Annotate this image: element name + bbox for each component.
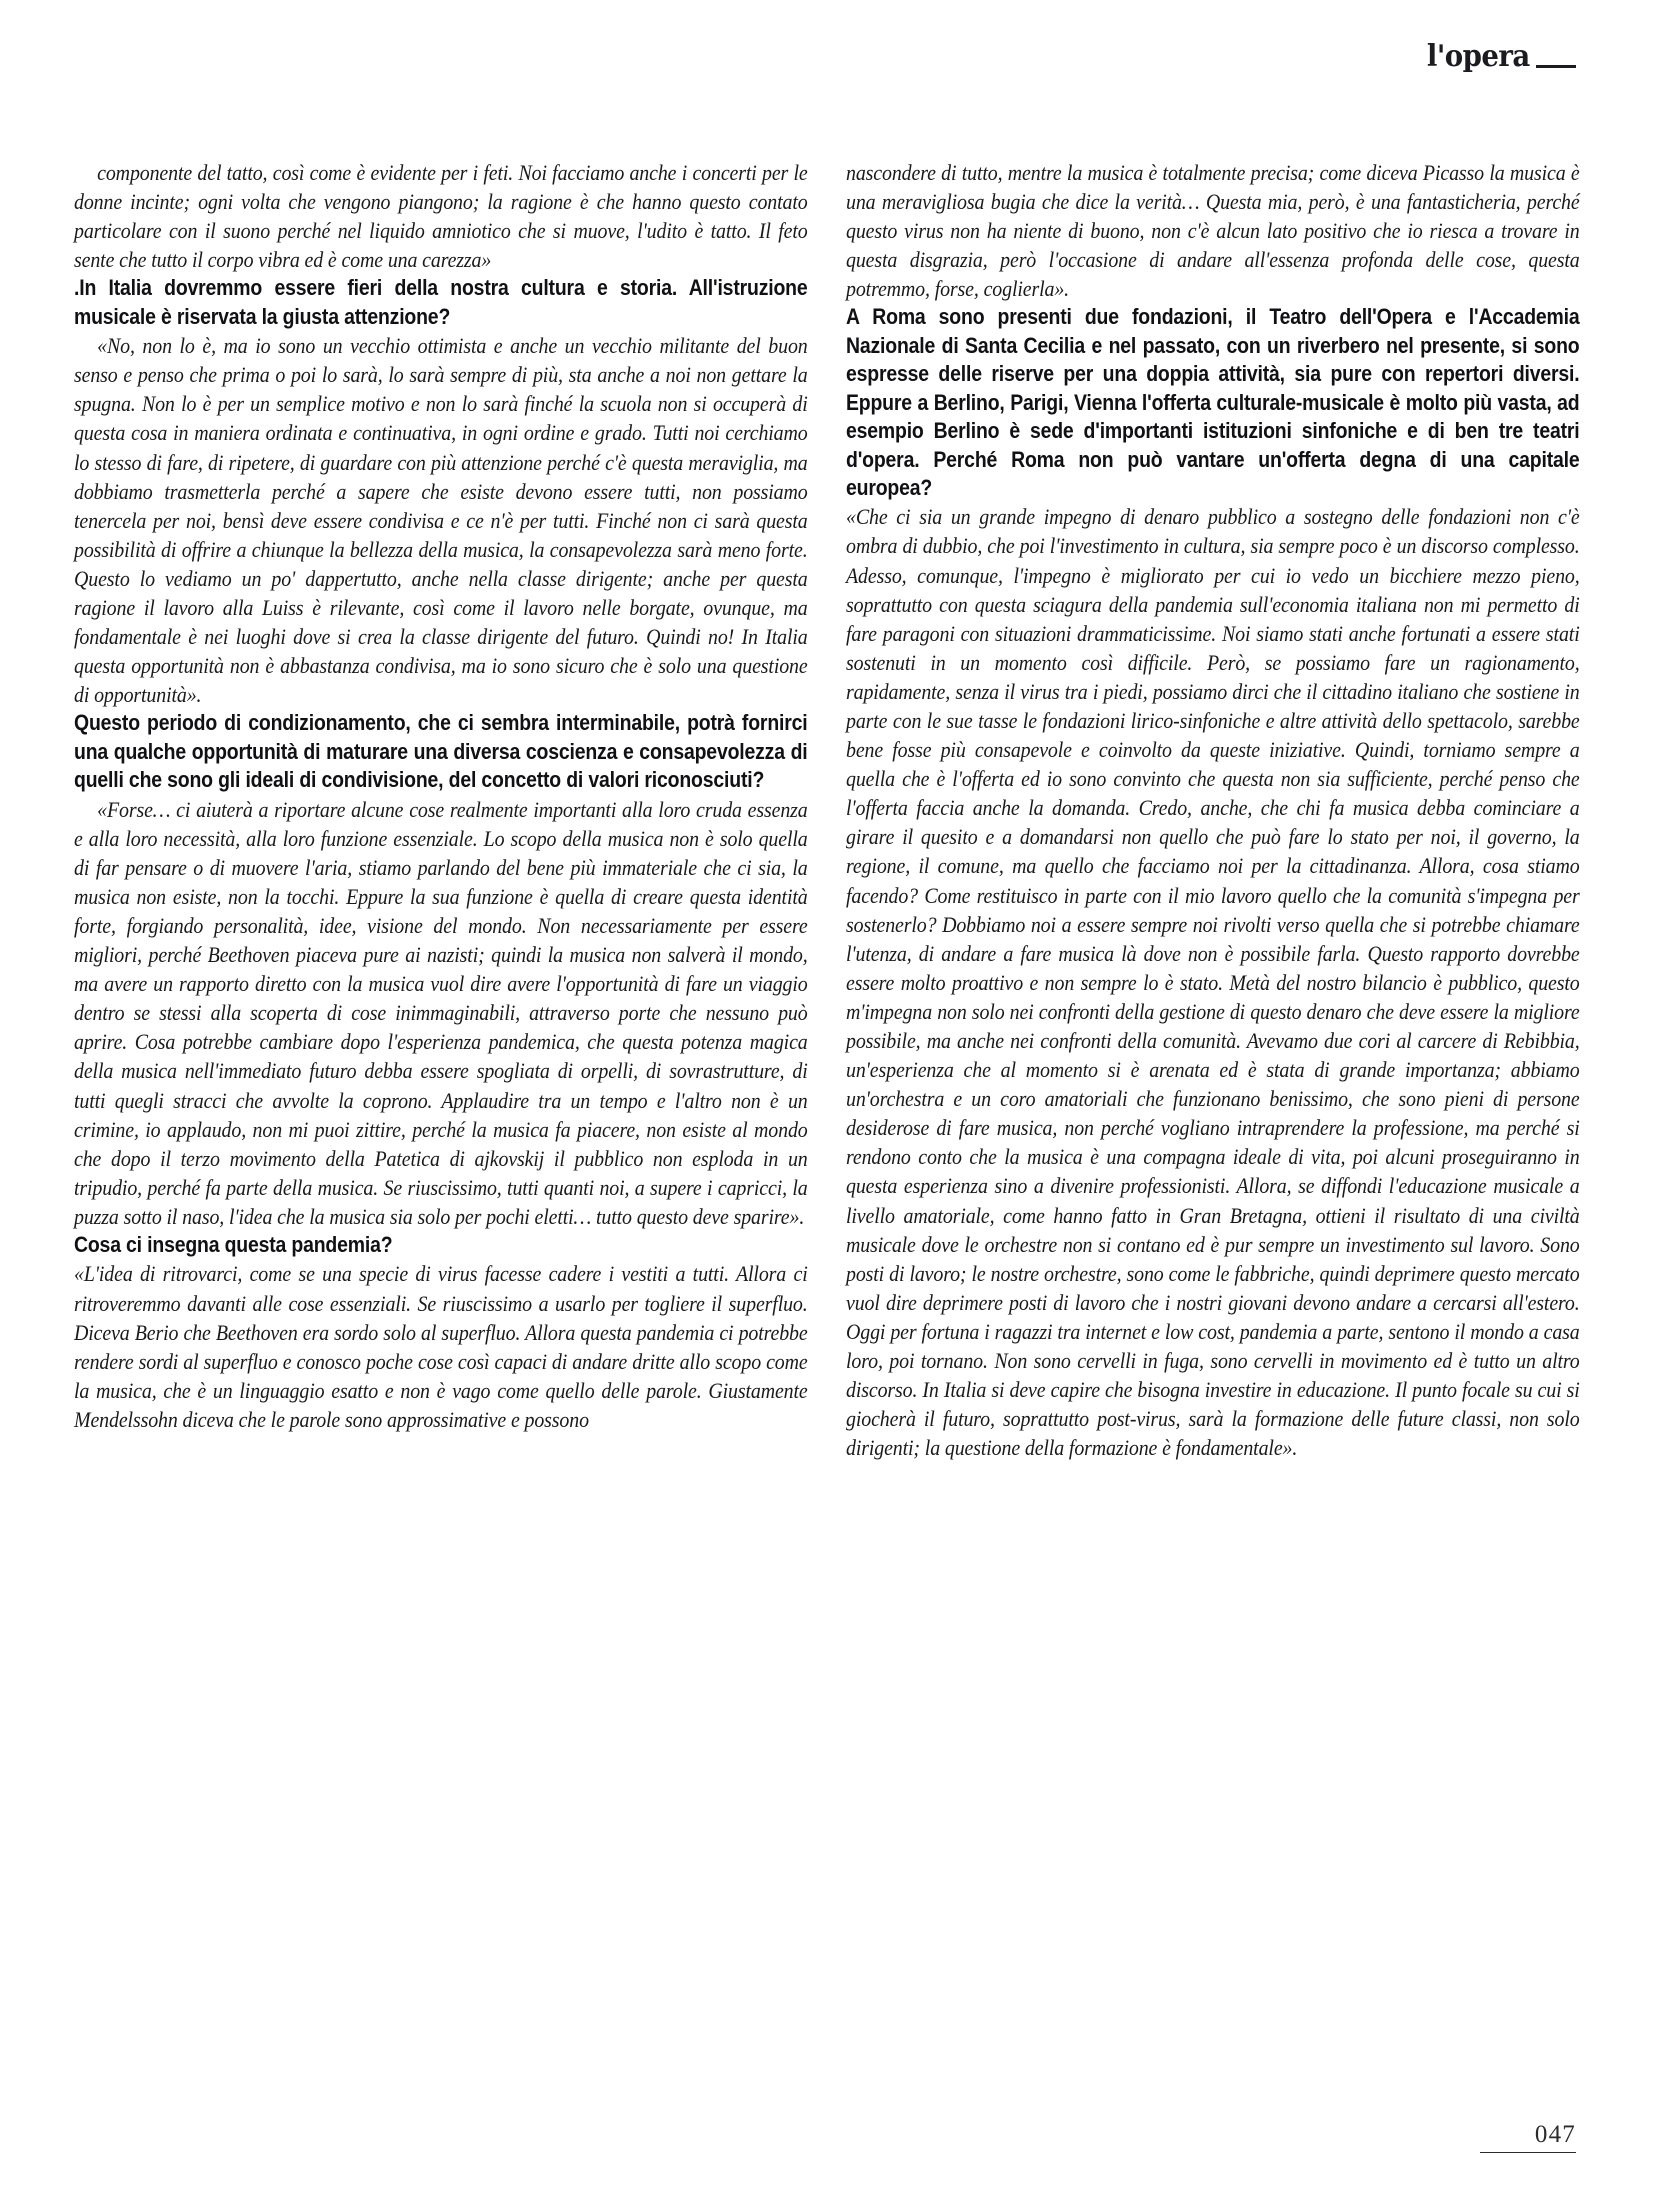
interview-question: Cosa ci insegna questa pandemia? [74, 1232, 393, 1258]
answer-paragraph: «Forse… ci aiuterà a riportare alcune cose realmente importanti alla loro cruda essenza e alla loro necessità, alla loro funzione essenziale. Lo scopo della musica non è solo quella di far pensare o di muovere l'aria, stiamo parlando del bene più immateriale che ci sia, la musica non esiste, non la tocchi. Eppure la sua funzione è quella di creare questa identità forte, forgiando personalità, idee, visione del mondo. Non necessariamente per essere migliori, perché Beethoven piaceva pure ai nazisti; quindi la musica non salverà il mondo, ma avere un rapporto diretto con la musica vuol dire avere l'opportunità di fare un viaggio dentro se stessi alla scoperta di cose inimmaginabili, attraverso porte che nessuno può aprire. Cosa potrebbe cambiare dopo l'esperienza pandemica, che questa potenza magica della musica nell'immediato futuro debba essere spogliata di orpelli, di sovrastrutture, di tutti quegli stracci che avvolte la coprono. Applaudire tra un tempo e l'altro non è un crimine, io applaudo, non mi puoi zittire, perché la musica fa piacere, non esiste al mondo che dopo il terzo movimento della Patetica di ajkovskij il pubblico non esploda in un tripudio, perché fa parte della musica. Se riuscissimo, tutti quanti noi, a supere i capricci, la puzza sotto il naso, l'idea che la musica sia solo per pochi eletti… tutto questo deve sparire». [74, 796, 808, 1229]
masthead-rule-decoration [1536, 65, 1576, 68]
folio [1480, 2122, 1576, 2153]
folio-rule-decoration [1480, 2152, 1576, 2153]
answer-paragraph: «Che ci sia un grande impegno di denaro pubblico a sostegno delle fondazioni non c'è ombra di dubbio, che poi l'investimento in cultura, sia sempre poco è un discorso complesso. Adesso, comunque, l'impegno è migliorato per cui io vedo un bicchiere mezzo pieno, soprattutto con questa sciagura della pandemia sull'economia italiana non mi permetto di fare paragoni con situazioni drammaticissime. Noi siamo stati anche fortunati a essere stati sostenuti in un momento così difficile. Però, se possiamo fare un ragionamento, rapidamente, senza il virus tra i piedi, possiamo dirci che il cittadino italiano che sostiene in parte con le sue tasse le fondazioni lirico-sinfoniche e altre attività dello spettacolo, sarebbe bene fosse più consapevole e coinvolto da queste iniziative. Quindi, torniamo sempre a quella che è l'offerta ed io sono convinto che questa non sia sufficiente, perché penso che l'offerta faccia anche la domanda. Credo, anche, che chi fa musica debba cominciare a girare il quesito e a domandarsi non quello che può fare lo stato per noi, il governo, la regione, il comune, ma quello che facciamo noi per la cittadinanza. Allora, cosa stiamo facendo? Come restituisco in parte con il mio lavoro quello che la comunità s'impegna per sostenerlo? Dobbiamo noi a essere sempre noi rivolti verso quella che si potrebbe chiamare l'utenza, di andare a fare musica là dove non è possibile farla. Questo rapporto dovrebbe essere molto proattivo e non sempre lo è stato. Metà del nostro bilancio è pubblico, questo m'impegna non solo nei confronti della gestione di questo denaro che deve essere la migliore possibile, ma anche nei confronti della comunità. Avevamo due cori al carcere di Rebibbia, un'esperienza che al momento si è arenata ed è stata di grande importanza; abbiamo un'orchestra e un coro amatoriali che funzionano benissimo, che sono pieni di persone desiderose di fare musica, non perché vogliano intraprendere la professione, ma perché si rendono conto che la musica è una compagna ideale di vita, poi alcuni proseguiranno in questa esperienza sino a divenire professionisti. Allora, se diffondi l'educazione musicale a livello amatoriale, come hanno fatto in Gran Bretagna, ottieni il risultato di una civiltà musicale dove le orchestre non si contano ed è pur sempre un investimento sul lavoro. Sono posti di lavoro; le nostre orchestre, sono come le fabbriche, quindi deprimere questo mercato vuol dire deprimere posti di lavoro che i nostri giovani devono andare a cercarsi all'estero. Oggi per fortuna i ragazzi tra internet e low cost, pandemia a parte, sentono il mondo a casa loro, poi tornano. Non sono cervelli in fuga, sono cervelli in movimento ed è tutto un altro discorso. In Italia si deve capire che bisogna investire in educazione. Il punto focale su cui si giocherà il futuro, soprattutto post-virus, sarà la formazione delle future classi, non solo dirigenti; la questione della formazione è fondamentale». [846, 504, 1580, 1461]
left-column [74, 158, 808, 1462]
interview-question: A Roma sono presenti due fondazioni, il Teatro dell'Opera e l'Accademia Nazionale di Santa Cecilia e nel passato, con un riverbero nel presente, si sono espresse delle riserve per una doppia attività, sia pure con repertori diversi. Eppure a Berlino, Parigi, Vienna l'offerta culturale-musicale è molto più vasta, ad esempio Berlino è sede d'importanti istituzioni sinfoniche e di ben tre teatri d'opera. Perché Roma non può vantare un'offerta degna di una capitale europea? [846, 304, 1580, 500]
article-body [74, 158, 1580, 1462]
answer-paragraph: componente del tatto, così come è evidente per i feti. Noi facciamo anche i concerti per le donne incinte; ogni volta che vengono piangono; la ragione è che hanno questo contato particolare con il suono perché nel liquido amniotico che si muove, l'udito è tatto. Il feto sente che tutto il corpo vibra ed è come una carezza» [74, 160, 808, 273]
answer-paragraph: «No, non lo è, ma io sono un vecchio ottimista e anche un vecchio militante del buon senso e penso che prima o poi lo sarà, lo sarà sempre di più, sta anche a noi non gettare la spugna. Non lo è per un semplice motivo e non lo sarà finché la scuola non si occuperà di questa cosa in maniera ordinata e continuativa, in ogni ordine e grado. Tutti noi cerchiamo lo stesso di fare, di ripetere, di guardare con più attenzione perché c'è questa meraviglia, ma dobbiamo trasmetterla perché a sapere che esiste devono essere tutti, non possiamo tenercela per noi, bensì deve essere condivisa e ce n'è per tutti. Finché non ci sarà questa possibilità di offrire a chiunque la bellezza della musica, la consapevolezza sarà meno forte. Questo lo vediamo un po' dappertutto, anche nella classe dirigente; anche per questa ragione il lavoro alla Luiss è rilevante, così come il lavoro nelle borgate, ovunque, ma fondamentale è nei luoghi dove si crea la classe dirigente del futuro. Quindi no! In Italia questa opportunità non è abbastanza condivisa, ma io sono sicuro che è solo una questione di opportunità». [74, 333, 808, 708]
interview-question: Questo periodo di condizionamento, che ci sembra interminabile, potrà fornirci una qualche opportunità di maturare una diversa coscienza e consapevolezza di quelli che sono gli ideali di condivisione, del concetto di valori riconosciuti? [74, 710, 808, 793]
answer-paragraph: «L'idea di ritrovarci, come se una specie di virus facesse cadere i vestiti a tutti. Allora ci ritroveremmo davanti alle cose essenziali. Se riuscissimo a usarlo per togliere il superfluo. Diceva Berio che Beethoven era sordo solo al superfluo. Allora questa pandemia ci potrebbe rendere sordi al superfluo e conosco poche cose così capaci di andare dritte allo scopo come la musica, che è un linguaggio esatto e non è vago come quello delle parole. Giustamente Mendelssohn diceva che le parole sono approssimative e possono [74, 1261, 808, 1432]
right-column [846, 158, 1580, 1462]
answer-paragraph: nascondere di tutto, mentre la musica è totalmente precisa; come diceva Picasso la musica è una meravigliosa bugia che dice la verità… Questa mia, però, è una fantasticheria, perché questo virus non ha niente di buono, non c'è alcun lato positivo che io riesca a trovare in questa disgrazia, però l'occasione di andare all'essenza profonda delle cose, questa potremmo, forse, coglierla». [846, 160, 1580, 302]
masthead-title: l'opera [1427, 39, 1530, 74]
page-number: 047 [1534, 2121, 1576, 2149]
interview-question: .In Italia dovremmo essere fieri della nostra cultura e storia. All'istruzione musicale è riservata la giusta attenzione? [74, 275, 808, 329]
masthead [1418, 39, 1576, 74]
